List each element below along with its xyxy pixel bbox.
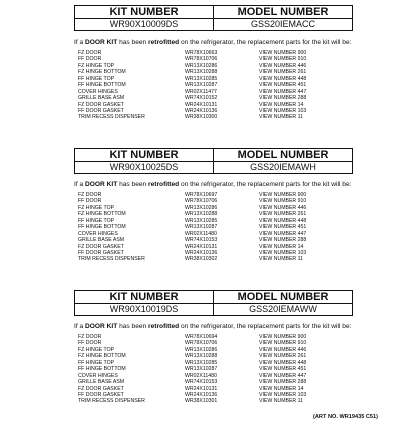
part-row [78, 256, 318, 262]
part-name: GRILLE BASE ASM [78, 379, 125, 386]
art-number: (ART NO. WR19435 C51) [313, 414, 378, 420]
kit-number: WR90X10025DS [75, 162, 214, 174]
kit-model-table [74, 290, 353, 316]
part-name: FZ HINGE BOTTOM [78, 69, 126, 76]
part-name: FZ HINGE BOTTOM [78, 353, 126, 360]
part-number: WR02X11477 [185, 88, 217, 95]
kit-number-header: KIT NUMBER [75, 149, 214, 162]
part-name: FZ DOOR GASKET [78, 385, 124, 392]
model-number-header: MODEL NUMBER [214, 6, 353, 19]
kit-model-table [74, 148, 353, 174]
view-number: VIEW NUMBER 11 [259, 256, 304, 263]
part-number: WR24X10136 [185, 107, 218, 114]
part-name: FF DOOR GASKET [78, 249, 124, 256]
kit-number-header: KIT NUMBER [75, 6, 214, 19]
part-number: WR38X10302 [185, 256, 218, 263]
view-number: VIEW NUMBER 900 [259, 50, 307, 56]
view-number: VIEW NUMBER 14 [259, 101, 304, 108]
part-name: FF HINGE BOTTOM [78, 366, 126, 373]
part-row [78, 398, 318, 404]
kit-number-header: KIT NUMBER [75, 291, 214, 304]
view-number: VIEW NUMBER 900 [259, 334, 307, 340]
part-number: WR24X10131 [185, 243, 218, 250]
part-number: WR13X10286 [185, 62, 218, 69]
view-number: VIEW NUMBER 14 [259, 243, 304, 250]
part-name: COVER HINGES [78, 372, 118, 379]
part-name: TRIM RECESS DISPENSER [78, 256, 145, 263]
part-name: COVER HINGES [78, 230, 118, 237]
view-number: VIEW NUMBER 451 [259, 224, 307, 231]
part-number: WR13X10287 [185, 224, 218, 231]
view-number: VIEW NUMBER 446 [259, 346, 307, 353]
part-number: WR78X10706 [185, 56, 218, 63]
view-number: VIEW NUMBER 288 [259, 237, 307, 244]
part-number: WR24X10131 [185, 101, 218, 108]
part-name: FF DOOR [78, 340, 102, 347]
part-name: FF HINGE BOTTOM [78, 224, 126, 231]
part-name: FZ HINGE TOP [78, 346, 115, 353]
part-number: WR13X10285 [185, 217, 218, 224]
part-number: WR78X10694 [185, 334, 218, 340]
view-number: VIEW NUMBER 261 [259, 211, 307, 218]
part-name: FF HINGE TOP [78, 359, 115, 366]
part-name: FZ DOOR [78, 192, 102, 198]
view-number: VIEW NUMBER 910 [259, 56, 307, 63]
view-number: VIEW NUMBER 448 [259, 359, 307, 366]
part-number: WR74X10153 [185, 237, 218, 244]
part-name: GRILLE BASE ASM [78, 95, 125, 102]
part-number: WR38X10300 [185, 114, 218, 121]
view-number: VIEW NUMBER 900 [259, 192, 307, 198]
part-number: WR13X10288 [185, 211, 218, 218]
part-name: COVER HINGES [78, 88, 118, 95]
part-number: WR74X10153 [185, 379, 218, 386]
part-name: FF DOOR GASKET [78, 107, 124, 114]
part-name: FZ DOOR [78, 334, 102, 340]
part-number: WR02X11480 [185, 372, 217, 379]
part-number: WR74X10152 [185, 95, 218, 102]
part-number: WR13X10285 [185, 75, 218, 82]
view-number: VIEW NUMBER 261 [259, 353, 307, 360]
part-name: FZ HINGE TOP [78, 204, 115, 211]
part-name: FF DOOR GASKET [78, 391, 124, 398]
view-number: VIEW NUMBER 103 [259, 249, 307, 256]
view-number: VIEW NUMBER 288 [259, 379, 307, 386]
part-number: WR13X10288 [185, 69, 218, 76]
part-number: WR02X11480 [185, 230, 217, 237]
part-number: WR24X10136 [185, 249, 218, 256]
part-name: FZ DOOR GASKET [78, 243, 124, 250]
model-number-header: MODEL NUMBER [214, 149, 353, 162]
parts-list [78, 334, 318, 405]
retrofit-note: If a DOOR KIT has been retrofitted on the refrigerator, the replacement parts for the kit will be: [74, 181, 352, 188]
part-name: FZ HINGE BOTTOM [78, 211, 126, 218]
retrofit-note: If a DOOR KIT has been retrofitted on the refrigerator, the replacement parts for the kit will be: [74, 323, 352, 330]
view-number: VIEW NUMBER 288 [259, 95, 307, 102]
view-number: VIEW NUMBER 447 [259, 230, 307, 237]
view-number: VIEW NUMBER 103 [259, 391, 307, 398]
view-number: VIEW NUMBER 261 [259, 69, 307, 76]
view-number: VIEW NUMBER 11 [259, 114, 304, 121]
view-number: VIEW NUMBER 451 [259, 82, 307, 89]
part-name: FF HINGE TOP [78, 217, 115, 224]
part-number: WR24X10136 [185, 391, 218, 398]
part-name: FZ HINGE TOP [78, 62, 115, 69]
part-name: TRIM RECESS DISPENSER [78, 398, 145, 405]
model-number-header: MODEL NUMBER [214, 291, 353, 304]
view-number: VIEW NUMBER 446 [259, 62, 307, 69]
view-number: VIEW NUMBER 14 [259, 385, 304, 392]
kit-number: WR90X10009DS [75, 19, 214, 31]
view-number: VIEW NUMBER 910 [259, 198, 307, 205]
part-name: TRIM RECESS DISPENSER [78, 114, 145, 121]
part-number: WR13X10287 [185, 82, 218, 89]
part-number: WR78X10706 [185, 340, 218, 347]
part-name: FF HINGE BOTTOM [78, 82, 126, 89]
part-number: WR13X10285 [185, 359, 218, 366]
part-number: WR38X10301 [185, 398, 218, 405]
view-number: VIEW NUMBER 103 [259, 107, 307, 114]
model-number: GSS20IEMAWH [214, 162, 353, 174]
part-number: WR78X10706 [185, 198, 218, 205]
part-name: FZ DOOR [78, 50, 102, 56]
view-number: VIEW NUMBER 11 [259, 398, 304, 405]
model-number: GSS20IEMAWW [214, 304, 353, 316]
part-number: WR13X10288 [185, 353, 218, 360]
view-number: VIEW NUMBER 448 [259, 217, 307, 224]
view-number: VIEW NUMBER 447 [259, 88, 307, 95]
view-number: VIEW NUMBER 910 [259, 340, 307, 347]
part-name: FF DOOR [78, 198, 102, 205]
kit-number: WR90X10019DS [75, 304, 214, 316]
part-number: WR13X10286 [185, 204, 218, 211]
view-number: VIEW NUMBER 451 [259, 366, 307, 373]
part-number: WR13X10287 [185, 366, 218, 373]
part-number: WR24X10131 [185, 385, 218, 392]
part-number: WR13X10286 [185, 346, 218, 353]
part-name: FF DOOR [78, 56, 102, 63]
part-name: FF HINGE TOP [78, 75, 115, 82]
model-number: GSS20IEMACC [214, 19, 353, 31]
view-number: VIEW NUMBER 448 [259, 75, 307, 82]
kit-model-table [74, 5, 353, 31]
part-row [78, 114, 318, 120]
view-number: VIEW NUMBER 447 [259, 372, 307, 379]
parts-list [78, 192, 318, 263]
view-number: VIEW NUMBER 446 [259, 204, 307, 211]
retrofit-note: If a DOOR KIT has been retrofitted on the refrigerator, the replacement parts for the kit will be: [74, 39, 352, 46]
part-name: GRILLE BASE ASM [78, 237, 125, 244]
parts-list [78, 50, 318, 121]
part-number: WR78X10663 [185, 50, 218, 56]
part-name: FZ DOOR GASKET [78, 101, 124, 108]
part-number: WR78X10697 [185, 192, 218, 198]
